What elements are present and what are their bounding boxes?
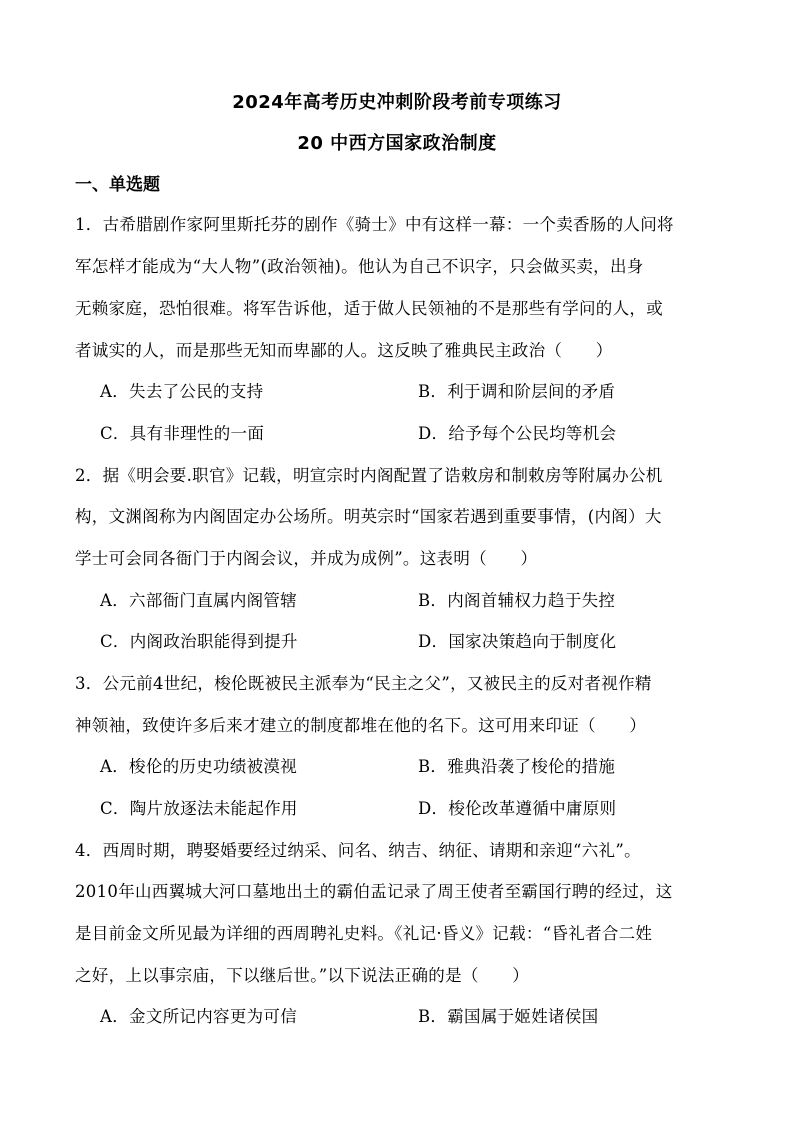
question-4-option-b[interactable]: B．霸国属于姬姓诸侯国 <box>418 1007 599 1026</box>
question-2-line-2: 构，文渊阁称为内阁固定办公场所。明英宗时“国家若遇到重要事情，(内阁）大 <box>75 507 662 526</box>
question-3-line-1: 3．公元前4世纪，梭伦既被民主派奉为“民主之父”，又被民主的反对者视作精 <box>75 674 652 693</box>
question-2-option-b[interactable]: B．内阁首辅权力趋于失控 <box>418 591 616 610</box>
question-2-line-3: 学士可会同各衙门于内阁会议，并成为成例”。这表明（ ） <box>75 549 538 568</box>
question-3-option-d[interactable]: D．梭伦改革遵循中庸原则 <box>418 799 617 818</box>
question-2-option-a[interactable]: A．六部衙门直属内阁管辖 <box>100 591 298 610</box>
question-3-option-c[interactable]: C．陶片放逐法未能起作用 <box>100 799 298 818</box>
question-1-line-4: 者诚实的人，而是那些无知而卑鄙的人。这反映了雅典民主政治（ ） <box>75 341 613 360</box>
question-1-line-1: 1．古希腊剧作家阿里斯托芬的剧作《骑士》中有这样一幕：一个卖香肠的人问将 <box>75 215 674 234</box>
question-1-option-b[interactable]: B．利于调和阶层间的矛盾 <box>418 382 616 401</box>
document-subtitle: 20 中西方国家政治制度 <box>297 133 497 154</box>
question-1-option-a[interactable]: A．失去了公民的支持 <box>100 382 264 401</box>
question-2-option-c[interactable]: C．内阁政治职能得到提升 <box>100 632 298 651</box>
question-1-option-d[interactable]: D．给予每个公民均等机会 <box>418 424 617 443</box>
question-3-option-b[interactable]: B．雅典沿袭了梭伦的措施 <box>418 757 616 776</box>
question-4-option-a[interactable]: A．金文所记内容更为可信 <box>100 1007 298 1026</box>
question-4-line-4: 之好，上以事宗庙，下以继后世。”以下说法正确的是（ ） <box>75 966 530 985</box>
question-2-line-1: 2．据《明会要.职官》记载，明宣宗时内阁配置了诰敕房和制敕房等附属办公机 <box>75 466 663 485</box>
document-title: 2024年高考历史冲刺阶段考前专项练习 <box>232 92 562 113</box>
question-3-line-2: 神领袖，致使许多后来才建立的制度都堆在他的名下。这可用来印证（ ） <box>75 716 647 735</box>
question-1-line-3: 无赖家庭，恐怕很难。将军告诉他，适于做人民领袖的不是那些有学问的人，或 <box>75 299 663 318</box>
question-4-line-3: 是目前金文所见最为详细的西周聘礼史料。《礼记·昏义》记载：“昏礼者合二姓 <box>75 924 653 943</box>
question-1-line-2: 军怎样才能成为“大人物”(政治领袖)。他认为自己不识字，只会做买卖，出身 <box>75 257 644 276</box>
section-heading: 一、单选题 <box>75 175 160 195</box>
question-1-option-c[interactable]: C．具有非理性的一面 <box>100 424 265 443</box>
question-4-line-2: 2010年山西翼城大河口墓地出土的霸伯盂记录了周王使者至霸国行聘的经过，这 <box>75 882 673 901</box>
question-2-option-d[interactable]: D．国家决策趋向于制度化 <box>418 632 617 651</box>
question-3-option-a[interactable]: A．梭伦的历史功绩被漠视 <box>100 757 298 776</box>
question-4-line-1: 4．西周时期，聘娶婚要经过纳采、问名、纳吉、纳征、请期和亲迎“六礼”。 <box>75 841 641 860</box>
